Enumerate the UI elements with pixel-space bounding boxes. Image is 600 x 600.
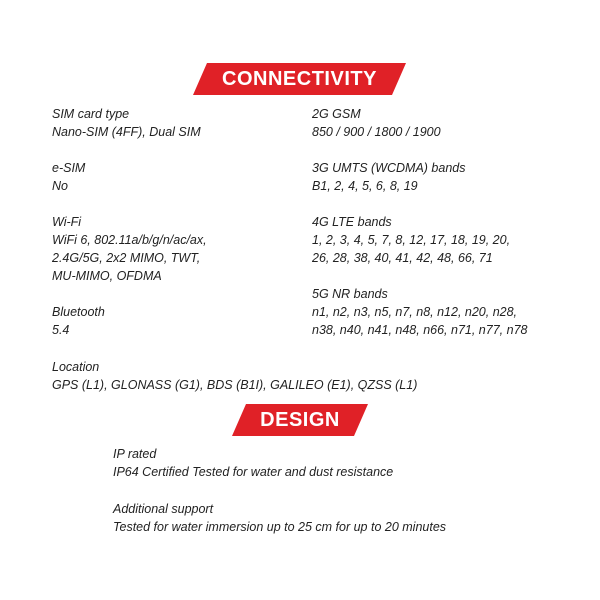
spec-value: IP64 Certified Tested for water and dust resistance xyxy=(113,465,394,479)
design-heading: DESIGN xyxy=(260,409,340,431)
spec-value: 1, 2, 3, 4, 5, 7, 8, 12, 17, 18, 19, 20, xyxy=(312,233,511,247)
spec-label: 2G GSM xyxy=(312,107,361,121)
spec-value: n38, n40, n41, n48, n66, n71, n77, n78 xyxy=(312,323,528,337)
spec-ip-rated xyxy=(113,445,393,481)
spec-label: IP rated xyxy=(113,447,157,461)
spec-value: 850 / 900 / 1800 / 1900 xyxy=(312,125,441,139)
spec-label: Bluetooth xyxy=(52,305,105,319)
spec-wifi xyxy=(52,213,207,285)
spec-esim xyxy=(52,159,85,195)
connectivity-heading: CONNECTIVITY xyxy=(222,68,377,90)
spec-2g-gsm xyxy=(312,105,441,141)
spec-label: Wi-Fi xyxy=(52,215,82,229)
design-heading-banner xyxy=(232,404,368,436)
spec-3g-umts xyxy=(312,159,466,195)
spec-value: No xyxy=(52,179,68,193)
spec-bluetooth xyxy=(52,303,105,339)
spec-label: 4G LTE bands xyxy=(312,215,392,229)
spec-label: Additional support xyxy=(113,502,214,516)
spec-label: e-SIM xyxy=(52,161,86,175)
spec-value: 2.4G/5G, 2x2 MIMO, TWT, xyxy=(52,251,201,265)
spec-label: 3G UMTS (WCDMA) bands xyxy=(312,161,466,175)
spec-label: 5G NR bands xyxy=(312,287,388,301)
spec-sim-card-type xyxy=(52,105,201,141)
spec-value: WiFi 6, 802.11a/b/g/n/ac/ax, xyxy=(52,233,207,247)
connectivity-heading-banner xyxy=(193,63,406,95)
spec-5g-nr xyxy=(312,285,527,339)
spec-value: Tested for water immersion up to 25 cm for up to 20 minutes xyxy=(113,520,447,534)
spec-additional-support xyxy=(113,500,446,536)
spec-value: 5.4 xyxy=(52,323,70,337)
spec-value: GPS (L1), GLONASS (G1), BDS (B1I), GALILEO (E1), QZSS (L1) xyxy=(52,378,418,392)
spec-value: n1, n2, n3, n5, n7, n8, n12, n20, n28, xyxy=(312,305,518,319)
spec-value: 26, 28, 38, 40, 41, 42, 48, 66, 71 xyxy=(312,251,493,265)
spec-value: MU-MIMO, OFDMA xyxy=(52,269,162,283)
spec-value: Nano-SIM (4FF), Dual SIM xyxy=(52,125,201,139)
spec-value: B1, 2, 4, 5, 6, 8, 19 xyxy=(312,179,418,193)
spec-label: Location xyxy=(52,360,100,374)
spec-location xyxy=(52,358,417,394)
spec-label: SIM card type xyxy=(52,107,130,121)
spec-4g-lte xyxy=(312,213,510,267)
